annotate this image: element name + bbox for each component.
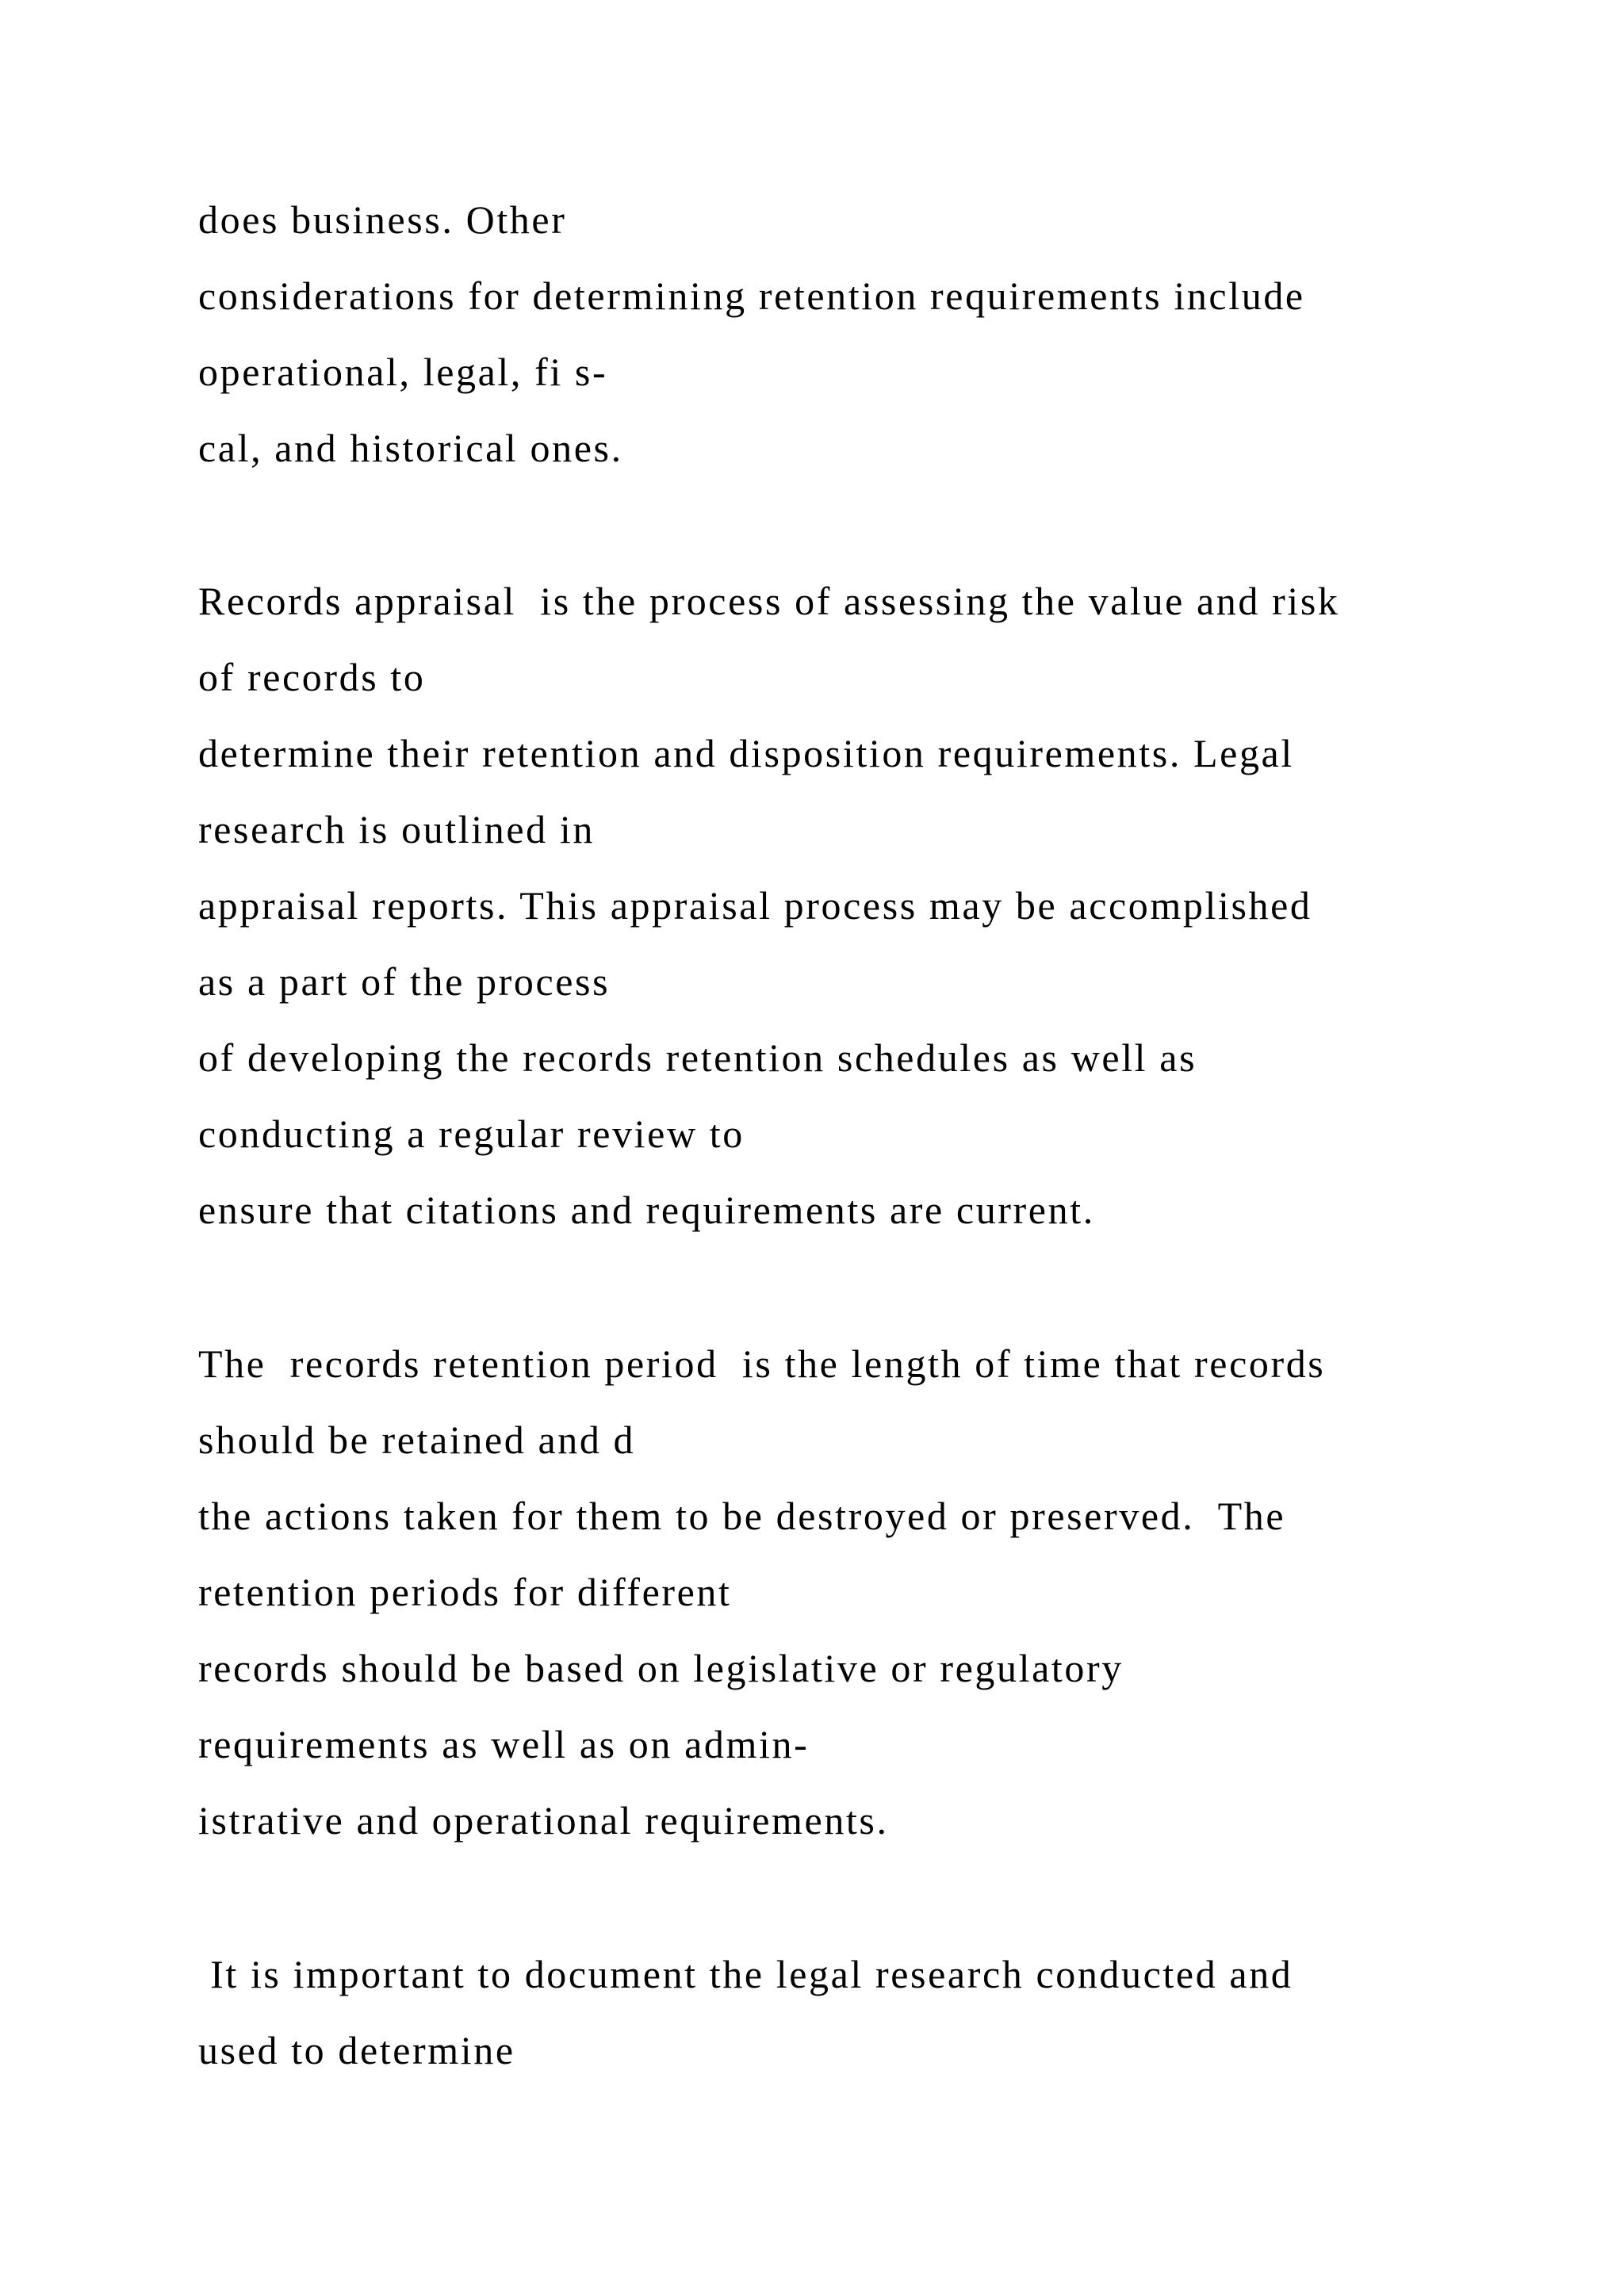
text-line: should be retained and d — [198, 1418, 636, 1462]
text-line: requirements as well as on admin- — [198, 1722, 810, 1766]
text-line: appraisal reports. This appraisal process may be accomplished — [198, 883, 1312, 928]
text-line: research is outlined in — [198, 807, 595, 851]
text-line: of developing the records retention schedules as well as — [198, 1035, 1197, 1080]
text-line: Records appraisal is the process of assessing the value and risk — [198, 579, 1340, 623]
text-line: considerations for determining retention requirements include — [198, 274, 1305, 318]
text-line: cal, and historical ones. — [198, 426, 623, 470]
text-line: The records retention period is the length of time that records — [198, 1341, 1326, 1386]
text-line: of records to — [198, 655, 426, 699]
text-line: retention periods for different — [198, 1570, 732, 1614]
text-line: determine their retention and disposition requirements. Legal — [198, 731, 1294, 775]
text-line: ensure that citations and requirements are current. — [198, 1188, 1095, 1232]
text-line: does business. Other — [198, 197, 567, 242]
text-line: istrative and operational requirements. — [198, 1798, 889, 1843]
text-line: It is important to document the legal research conducted and — [198, 1952, 1293, 1996]
text-line: records should be based on legislative or regulatory — [198, 1646, 1124, 1690]
text-line: used to determine — [198, 2028, 515, 2072]
text-line: operational, legal, fi s- — [198, 350, 608, 394]
text-line: as a part of the process — [198, 959, 611, 1004]
text-line: the actions taken for them to be destroyed or preserved. The — [198, 1494, 1286, 1538]
text-line: conducting a regular review to — [198, 1112, 745, 1156]
